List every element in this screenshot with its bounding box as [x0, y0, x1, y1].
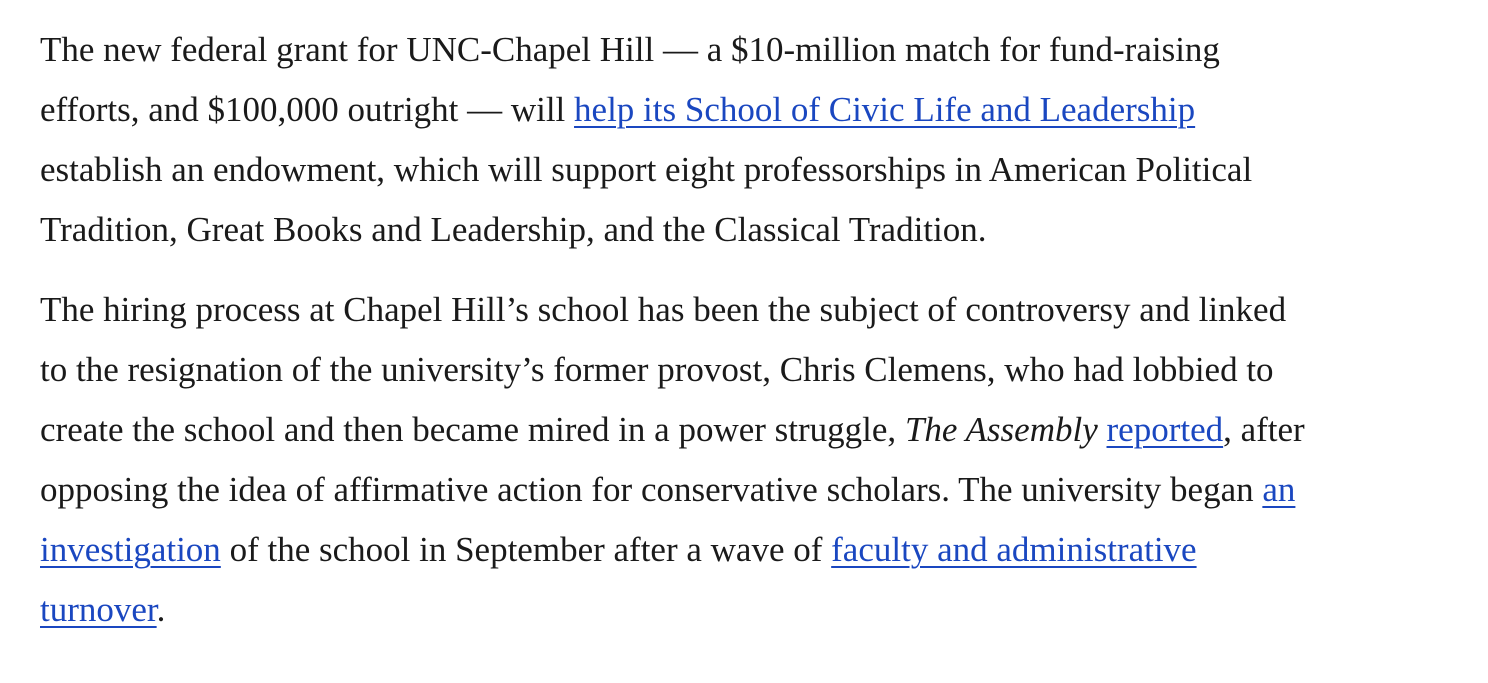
faculty-turnover-link[interactable]: faculty and administrative [831, 530, 1197, 569]
text-run: efforts, and $100,000 outright — will [40, 90, 575, 129]
faculty-turnover-link[interactable]: turnover [40, 590, 157, 629]
text-line [40, 340, 1448, 400]
text-run: . [156, 590, 166, 629]
text-line [40, 400, 1448, 460]
paragraph-grant [40, 20, 1448, 260]
school-of-civic-life-link[interactable]: help its School of Civic Life and Leadership [574, 90, 1196, 129]
investigation-link[interactable]: an [1262, 470, 1296, 509]
text-line [40, 280, 1448, 340]
text-line [40, 520, 1448, 580]
text-line [40, 580, 1448, 640]
text-line [40, 20, 1448, 80]
text-run: of the school in September after a wave of [220, 530, 832, 569]
text-run: create the school and then became mired in a power struggle, [40, 410, 905, 449]
text-run: , after [1223, 410, 1305, 449]
text-run [1098, 410, 1107, 449]
text-line [40, 80, 1448, 140]
text-line [40, 460, 1448, 520]
text-line [40, 200, 1448, 260]
text-line [40, 140, 1448, 200]
investigation-link[interactable]: investigation [40, 530, 221, 569]
text-run: Tradition, Great Books and Leadership, and the Classical Tradition. [40, 210, 987, 249]
publication-name: The Assembly [904, 410, 1098, 449]
reported-link[interactable]: reported [1106, 410, 1224, 449]
text-run: to the resignation of the university’s former provost, Chris Clemens, who had lobbied to [40, 350, 1274, 389]
text-run: The hiring process at Chapel Hill’s school has been the subject of controversy and linked [40, 290, 1287, 329]
text-run: opposing the idea of affirmative action for conservative scholars. The university began [40, 470, 1263, 509]
paragraph-hiring [40, 280, 1448, 640]
text-run: The new federal grant for UNC-Chapel Hill — a $10-million match for fund-raising [40, 30, 1220, 69]
text-run: establish an endowment, which will support eight professorships in American Political [40, 150, 1253, 189]
